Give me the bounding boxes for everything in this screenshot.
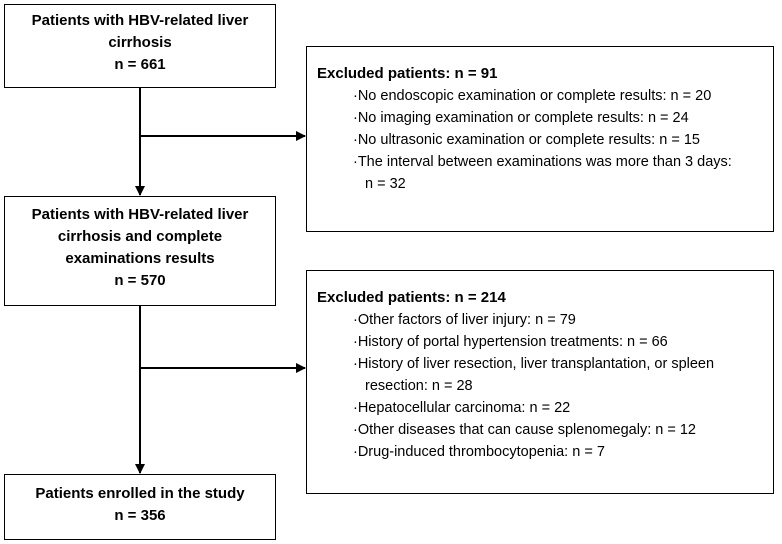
excluded-2-item: ·Other diseases that can cause splenomegaly: n = 12 — [353, 422, 696, 438]
box-start-count: n = 661 — [114, 56, 166, 73]
box-complete-line-2: cirrhosis and complete — [57, 228, 223, 245]
excluded-2-item: ·History of liver resection, liver transplantation, or spleen — [353, 356, 715, 372]
box-patients-enrolled — [4, 474, 276, 540]
box-enrolled-count: n = 356 — [114, 507, 166, 524]
excluded-2-item: ·History of portal hypertension treatments: n = 66 — [353, 334, 668, 350]
excluded-1-item: ·The interval between examinations was more than 3 days: — [353, 154, 732, 170]
excluded-2-item: ·Drug-induced thrombocytopenia: n = 7 — [353, 444, 605, 460]
box-complete-line-1: Patients with HBV-related liver — [31, 206, 249, 223]
excluded-1-title: Excluded patients: n = 91 — [317, 65, 498, 82]
excluded-1-item: ·No endoscopic examination or complete results: n = 20 — [353, 88, 712, 104]
box-enrolled-line-1: Patients enrolled in the study — [35, 485, 245, 502]
box-excluded-2 — [306, 270, 774, 494]
box-complete-line-3: examinations results — [65, 250, 215, 267]
excluded-1-item-continued: n = 32 — [365, 176, 406, 192]
excluded-2-title: Excluded patients: n = 214 — [317, 289, 506, 306]
excluded-2-item: ·Other factors of liver injury: n = 79 — [353, 312, 576, 328]
excluded-2-item-continued: resection: n = 28 — [365, 378, 473, 394]
box-start-line-2: cirrhosis — [108, 34, 172, 51]
box-patients-cirrhosis — [4, 4, 276, 88]
excluded-1-item: ·No ultrasonic examination or complete results: n = 15 — [353, 132, 700, 148]
excluded-1-item: ·No imaging examination or complete results: n = 24 — [353, 110, 689, 126]
box-patients-complete-exams — [4, 196, 276, 306]
excluded-2-item: ·Hepatocellular carcinoma: n = 22 — [353, 400, 571, 416]
box-start-line-1: Patients with HBV-related liver — [31, 12, 249, 29]
box-complete-count: n = 570 — [114, 272, 166, 289]
box-excluded-1 — [306, 46, 774, 232]
